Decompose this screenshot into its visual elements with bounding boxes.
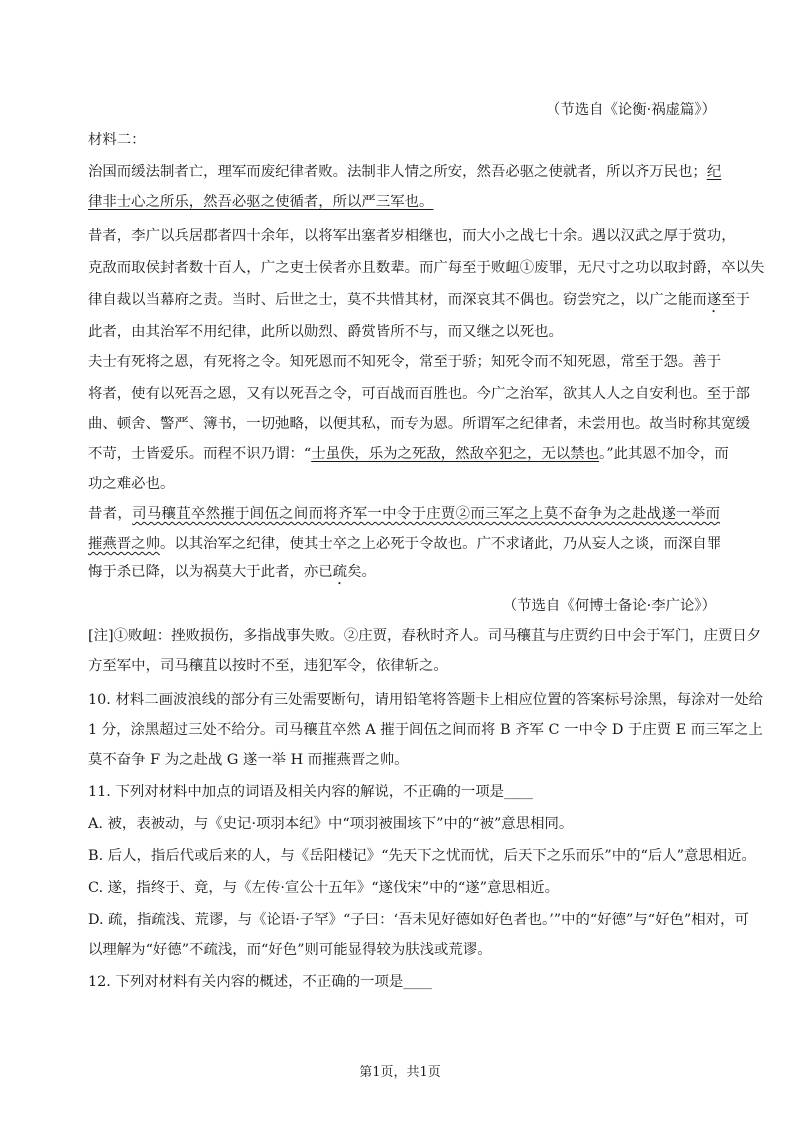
question-11-option-d-line-2: 以理解为“好德”不疏浅，而“好色”则可能显得较为肤浅或荒谬。 [88, 942, 492, 958]
material-2-heading: 材料二： [88, 132, 146, 148]
paragraph-3-line-3: 曲、顿舍、警严、簿书，一切弛略，以便其私，而专为恩。所谓军之纪律者，未尝用也。故当时称其宽缓 [88, 416, 750, 432]
paragraph-4-line-1: 昔者，司马穰苴卒然摧于闾伍之间而将齐军一中令于庄贾②而三军之上莫不奋争为之赴战遂一举而 [88, 506, 720, 522]
paragraph-2-line-4: 此者，由其治军不用纪律，此所以勋烈、爵赏皆所不与，而又继之以死也。 [88, 324, 563, 340]
page-footer: 第1页，共1页 [359, 1065, 441, 1080]
question-11-option-d-line-1: D. 疏，指疏浅、荒谬，与《论语·子罕》“子曰：‘吾未见好德如好色者也。’”中的“好德”与“好色”相对，可 [88, 912, 749, 928]
question-10-line-2: 1 分，涂黑超过三处不给分。司马穰苴卒然 A 摧于闾伍之间而将 B 齐军 C 一中令 D 于庄贾 E 而三军之上 [88, 722, 763, 738]
paragraph-2-line-2: 克敌而取侯封者数十百人，广之吏士侯者亦且数辈。而广每至于败衄①废罪，无尺寸之功以取封爵，卒以失 [88, 260, 765, 276]
paragraph-1-line-2: 律非士心之所乐，然吾必驱之使循者，所以严三军也。 [88, 194, 434, 210]
paragraph-4-line-2: 摧燕晋之帅。以其治军之纪律，使其士卒之上必死于令故也。广不求诸此，乃从妄人之谈，而深自罪 [88, 536, 722, 552]
wavy-line-passage: 司马穰苴卒然摧于闾伍之间而将齐军一中令于庄贾②而三军之上莫不奋争为之赴战遂一举而 [132, 506, 720, 522]
question-10-line-1: 10. 材料二画波浪线的部分有三处需要断句，请用铅笔将答题卡上相应位置的答案标号涂黑，每涂对一处给 [88, 692, 764, 708]
paragraph-2-line-3: 律自裁以当幕府之责。当时、后世之士，莫不共惜其材，而深哀其不偶也。窃尝究之，以广之能而遂至于 [88, 292, 751, 308]
paragraph-1-line-1: 治国而缓法制者亡，理军而废纪律者败。法制非人情之所安，然吾必驱之使就者，所以齐万民也；纪 [88, 164, 722, 180]
paragraph-4-line-3: 悔于杀已降，以为祸莫大于此者，亦已疏矣。 [88, 564, 376, 580]
question-11: 11. 下列对材料中加点的词语及相关内容的解说，不正确的一项是____ [88, 784, 533, 800]
note-line-2: 方至军中，司马穰苴以按时不至，违犯军令，依律斩之。 [88, 658, 448, 674]
paragraph-3-line-4: 不苛，士皆爱乐。而程不识乃谓：“士虽佚，乐为之死敌，然敌卒犯之，无以禁也。”此其恩不加令，而 [88, 446, 729, 462]
paragraph-3-line-5: 功之难必也。 [88, 476, 175, 492]
source-citation-2: （节选自《何博士备论·李广论》） [502, 598, 716, 614]
source-citation-1: （节选自《论衡·祸虚篇》） [545, 102, 716, 118]
dotted-word-shu: 疏 [332, 564, 348, 580]
question-12: 12. 下列对材料有关内容的概述，不正确的一项是____ [88, 974, 433, 990]
paragraph-2-line-1: 昔者，李广以兵居郡者四十余年，以将军出塞者岁相继也，而大小之战七十余。遇以汉武之厚于赏功， [88, 228, 736, 244]
question-10-line-3: 莫不奋争 F 为之赴战 G 遂一举 H 而摧燕晋之帅。 [88, 752, 409, 768]
paragraph-3-line-2: 将者，使有以死吾之恩，又有以死吾之令，可百战而百胜也。今广之治军，欲其人人之自安利也。至于部 [88, 386, 750, 402]
paragraph-3-line-1: 夫士有死将之恩，有死将之令。知死恩而不知死令，常至于骄；知死令而不知死恩，常至于怨。善于 [88, 354, 722, 370]
question-11-option-b: B. 后人，指后代或后来的人，与《岳阳楼记》“先天下之忧而忧，后天下之乐而乐”中的“后人”意思相近。 [88, 848, 756, 864]
note-line-1: [注]①败衄：挫败损伤，多指战事失败。②庄贾，春秋时齐人。司马穰苴与庄贾约日中会于军门，庄贾日夕 [88, 628, 762, 644]
question-11-option-a: A. 被，表被动，与《史记·项羽本纪》中“项羽被围垓下”中的“被”意思相同。 [88, 816, 574, 832]
dotted-word-sui: 遂 [706, 292, 722, 308]
question-11-option-c: C. 遂，指终于、竟，与《左传·宣公十五年》“遂伐宋”中的“遂”意思相近。 [88, 880, 559, 896]
